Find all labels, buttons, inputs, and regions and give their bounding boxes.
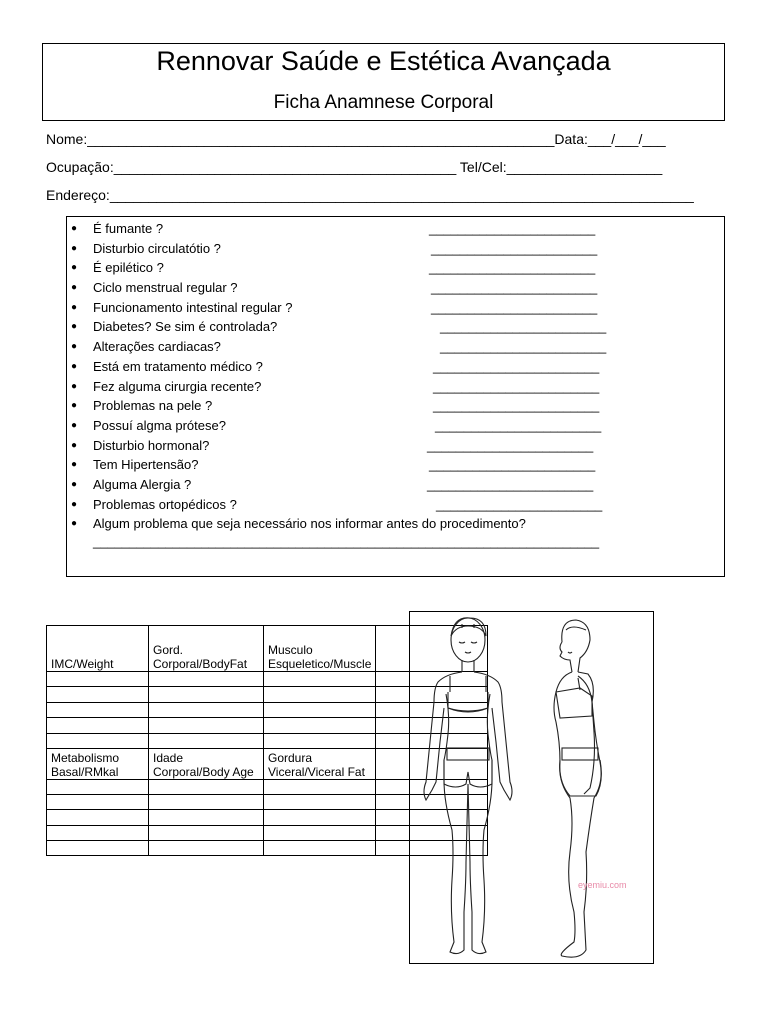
answer-line[interactable]: _______________________: [440, 319, 607, 335]
question-text: Problemas na pele ?: [93, 398, 213, 414]
body-outline-figure: [410, 612, 653, 963]
bullet-icon: ●: [71, 262, 78, 274]
table-cell[interactable]: [264, 825, 376, 840]
bullet-icon: ●: [71, 360, 78, 372]
bullet-icon: ●: [71, 478, 78, 490]
body-figure-box: [409, 611, 654, 964]
table-cell[interactable]: [47, 702, 149, 717]
table-header-cell: Metabolismo Basal/RMkal: [47, 748, 149, 779]
answer-line[interactable]: _______________________: [431, 240, 598, 256]
question-text: Possuí algma prótese?: [93, 417, 226, 433]
question-text: Funcionamento intestinal regular ?: [93, 299, 293, 315]
answer-line[interactable]: _______________________: [435, 417, 602, 433]
answer-line[interactable]: _______________________: [433, 378, 600, 394]
table-cell[interactable]: [47, 687, 149, 702]
answer-line[interactable]: _______________________: [440, 339, 607, 355]
bullet-icon: ●: [71, 419, 78, 431]
bullet-icon: ●: [71, 242, 78, 254]
table-cell[interactable]: [149, 795, 264, 810]
form-title: Rennovar Saúde e Estética Avançada: [156, 46, 611, 76]
answer-line[interactable]: _______________________: [427, 476, 594, 492]
bullet-icon: ●: [71, 321, 78, 333]
answer-line[interactable]: _______________________: [431, 299, 598, 315]
question-text: Alguma Alergia ?: [93, 476, 192, 492]
table-cell[interactable]: [149, 825, 264, 840]
table-cell[interactable]: [264, 840, 376, 855]
table-header-cell: Gordura Viceral/Viceral Fat: [264, 748, 376, 779]
answer-line[interactable]: _______________________: [436, 496, 603, 512]
answer-line[interactable]: _______________________: [431, 280, 598, 296]
answer-line[interactable]: _______________________: [429, 457, 596, 473]
table-cell[interactable]: [149, 672, 264, 687]
table-cell[interactable]: [264, 795, 376, 810]
table-cell[interactable]: [47, 810, 149, 825]
answer-line[interactable]: _______________________: [433, 358, 600, 374]
question-text: Fez alguma cirurgia recente?: [93, 378, 262, 394]
table-cell[interactable]: [47, 718, 149, 733]
answer-line[interactable]: _______________________: [429, 260, 596, 276]
table-cell[interactable]: [149, 733, 264, 748]
question-text: Tem Hipertensão?: [93, 457, 199, 473]
question-text: Diabetes? Se sim é controlada?: [93, 319, 278, 335]
bullet-icon: ●: [71, 518, 78, 530]
table-cell[interactable]: [264, 687, 376, 702]
form-subtitle: Ficha Anamnese Corporal: [273, 92, 494, 113]
header-box: [42, 43, 725, 121]
bullet-icon: ●: [71, 301, 78, 313]
table-cell[interactable]: [149, 810, 264, 825]
question-text: Problemas ortopédicos ?: [93, 496, 237, 512]
name-date-field[interactable]: Nome:____________________________________________________________Data:___/___/___: [46, 131, 666, 147]
bullet-icon: ●: [71, 380, 78, 392]
table-cell[interactable]: [264, 702, 376, 717]
question-text: Está em tratamento médico ?: [93, 358, 263, 374]
table-cell[interactable]: [149, 840, 264, 855]
answer-line[interactable]: _______________________: [429, 221, 596, 236]
table-header-cell: Gord. Corporal/BodyFat: [149, 626, 264, 672]
table-cell[interactable]: [264, 672, 376, 687]
table-cell[interactable]: [47, 840, 149, 855]
question-text: Algum problema que seja necessário nos informar antes do procedimento?: [93, 516, 526, 532]
bullet-icon: ●: [71, 223, 78, 234]
question-text: Ciclo menstrual regular ?: [93, 280, 238, 296]
answer-line[interactable]: _______________________: [427, 437, 594, 453]
table-header-cell: IMC/Weight: [47, 626, 149, 672]
question-text: É fumante ?: [93, 221, 164, 236]
question-text: Disturbio hormonal?: [93, 437, 210, 453]
bullet-icon: ●: [71, 341, 78, 353]
question-text: Alterações cardiacas?: [93, 339, 221, 355]
table-cell[interactable]: [47, 795, 149, 810]
table-header-cell: Musculo Esqueletico/Muscle: [264, 626, 376, 672]
question-text: É epilético ?: [93, 260, 164, 276]
table-cell[interactable]: [149, 718, 264, 733]
bullet-icon: ●: [71, 439, 78, 451]
bullet-icon: ●: [71, 498, 78, 510]
address-field[interactable]: Endereço:___________________________________________________________________________: [46, 187, 694, 203]
table-cell[interactable]: [47, 672, 149, 687]
watermark: eyemiu.com: [578, 880, 627, 890]
answer-line[interactable]: _______________________: [433, 398, 600, 414]
last-answer-line[interactable]: ______________________________________________________________________: [93, 534, 600, 549]
table-cell[interactable]: [149, 702, 264, 717]
bullet-icon: ●: [71, 400, 78, 412]
table-cell[interactable]: [149, 779, 264, 794]
question-text: Disturbio circulatótio ?: [93, 240, 221, 256]
table-cell[interactable]: [264, 779, 376, 794]
table-cell[interactable]: [264, 718, 376, 733]
table-cell[interactable]: [47, 733, 149, 748]
bullet-icon: ●: [71, 282, 78, 294]
table-cell[interactable]: [47, 779, 149, 794]
table-header-cell: Idade Corporal/Body Age: [149, 748, 264, 779]
table-cell[interactable]: [264, 733, 376, 748]
questionnaire-box: [66, 216, 725, 577]
occupation-phone-field[interactable]: Ocupação:____________________________________________ Tel/Cel:____________________: [46, 159, 663, 175]
table-cell[interactable]: [47, 825, 149, 840]
table-cell[interactable]: [264, 810, 376, 825]
bullet-icon: ●: [71, 459, 78, 471]
table-cell[interactable]: [149, 687, 264, 702]
